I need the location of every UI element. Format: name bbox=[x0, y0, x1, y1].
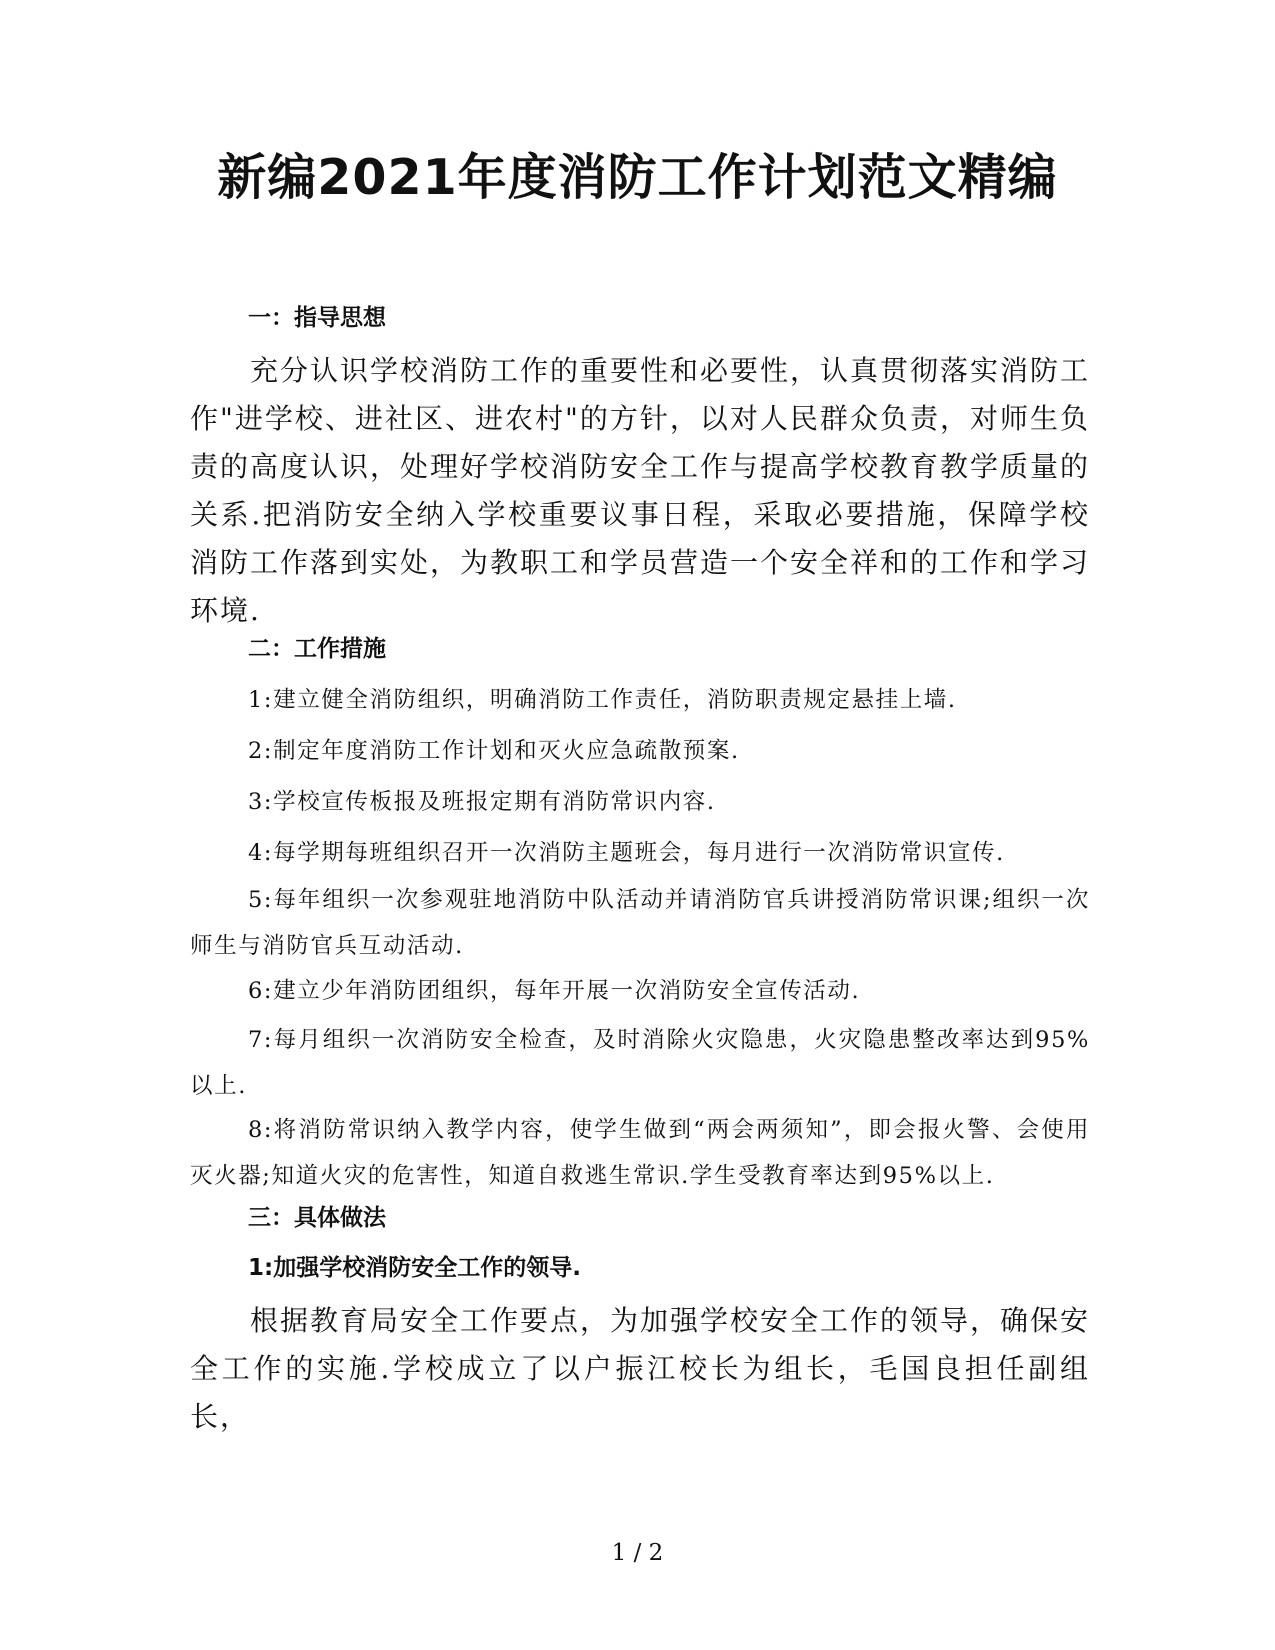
measure-item-2: 2:制定年度消防工作计划和灭火应急疏散预案. bbox=[248, 738, 740, 764]
section-heading-work-measures: 二：工作措施 bbox=[248, 636, 386, 662]
measure-item-7: 7:每月组织一次消防安全检查，及时消除火灾隐患，火灾隐患整改率达到95%以上. bbox=[190, 1027, 1090, 1099]
measure-item-6: 6:建立少年消防团组织，每年开展一次消防安全宣传活动. bbox=[248, 978, 861, 1004]
measure-item-8: 8:将消防常识纳入教学内容，使学生做到“两会两须知”，即会报火警、会使用灭火器;知道火灾的危害性，知道自救逃生常识.学生受教育率达到95%以上. bbox=[190, 1117, 1090, 1189]
section-heading-guiding-ideology: 一：指导思想 bbox=[248, 305, 386, 331]
measure-item-5: 5:每年组织一次参观驻地消防中队活动并请消防官兵讲授消防常识课;组织一次师生与消防官兵互动活动. bbox=[190, 887, 1090, 959]
measure-item-4: 4:每学期每班组织召开一次消防主题班会，每月进行一次消防常识宣传. bbox=[248, 840, 1005, 866]
paragraph-leadership: 根据教育局安全工作要点，为加强学校安全工作的领导，确保安全工作的实施.学校成立了以户振江校长为组长，毛国良担任副组长， bbox=[190, 1304, 1091, 1433]
section-heading-specific-practices: 三：具体做法 bbox=[248, 1205, 386, 1231]
page-number: 1 / 2 bbox=[611, 1540, 664, 1566]
measure-item-3: 3:学校宣传板报及班报定期有消防常识内容. bbox=[248, 789, 716, 815]
subheading-strengthen-leadership: 1:加强学校消防安全工作的领导. bbox=[248, 1255, 581, 1281]
paragraph-guiding-ideology: 充分认识学校消防工作的重要性和必要性，认真贯彻落实消防工作"进学校、进社区、进农村"的方针，以对人民群众负责，对师生负责的高度认识，处理好学校消防安全工作与提高学校教育教学质量的关系.把消防安全纳入学校重要议事日程，采取必要措施，保障学校消防工作落到实处，为教职工和学员营造一个安全祥和的工作和学习环境. bbox=[190, 354, 1091, 627]
measure-item-1: 1:建立健全消防组织，明确消防工作责任，消防职责规定悬挂上墙. bbox=[248, 687, 957, 713]
document-title: 新编2021年度消防工作计划范文精编 bbox=[217, 149, 1058, 206]
